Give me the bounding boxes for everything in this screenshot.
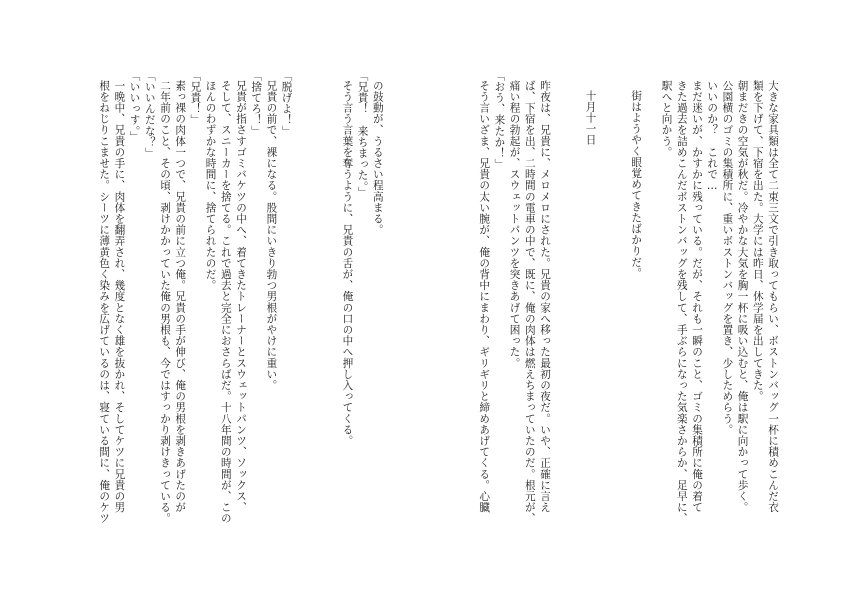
text-column: ば、下宿を出、二時間の電車の中で、既に、俺の肉体は燃えちまっていたのだ。根元が、	[523, 80, 536, 524]
text-column: 十月十一日	[584, 90, 597, 146]
text-column: きた過去を詰めこんだボストンバッグを残して、手ぶらになった気楽さからか、足早に、	[675, 80, 688, 524]
text-column: 「いいんだな？」	[143, 70, 156, 159]
text-column: 一晩中、兄貴の手に、肉体を翻弄され、幾度となく雄を抜かれ、そしてケツに兄貴の男	[113, 80, 126, 513]
text-column: 公園横のゴミの集積所に、重いボストンバッグを置き、少しためらう。	[721, 80, 734, 436]
text-column: そう言いざま、兄貴の太い腕が、俺の背中にまわり、ギリギリと締めあげてくる。心臓	[478, 80, 491, 513]
text-column: 「いいっす。」	[128, 70, 141, 143]
text-column: そう言う言葉を奪うように、兄貴の舌が、俺の口の中へ押し入ってくる。	[341, 80, 354, 447]
text-column: 昨夜は、兄貴に、メロメロにされた。兄貴の家へ移った最初の夜だ。いや、正確に言え	[539, 80, 551, 513]
text-column: 「捨てろ！」	[250, 70, 263, 137]
text-column: 「おう、来たか！」	[493, 70, 506, 170]
text-column: 二年前のこと、その頃、剥けかかっていた俺の男根も、今ではすっかり剥けきっている。	[159, 80, 171, 524]
text-column: ほんのわずかな時間に、捨てられたのだ。	[204, 80, 217, 291]
text-column: 類を下げて、下宿を出た。大学には昨日、休学届を出してきた。	[751, 80, 764, 402]
text-column: 「兄貴！」	[189, 70, 202, 126]
text-column: 「兄貴！ 来ちまった。」	[356, 70, 369, 198]
text-column: 朝まだきの空気が秋だ。冷やかな大気を胸一杯に吸い込むと、俺は駅に向かって歩く。	[736, 80, 749, 513]
text-column: 素っ裸の肉体一つで、兄貴の前に立つ俺。兄貴の手が伸び、俺の男根を剥きあげたのが	[174, 80, 187, 513]
text-column: 痛い程の勃起が、スウェットパンツを突きあげて困った。	[508, 80, 521, 369]
text-column: 街はようやく眼覚めてきたばかりだ。	[630, 90, 643, 279]
text-column: の鼓動が、うるさい程高まる。	[371, 80, 384, 236]
text-column: 兄貴の前で、裸になる。股間にいきり勃つ男根がやけに重い。	[265, 80, 278, 391]
text-column: 駅へと向かう。	[660, 80, 673, 158]
text-column: 根をねじりこませた。シーツに薄黄色く染みを広げているのは、寝ている間に、俺のケツ	[98, 80, 111, 524]
text-column: まだ迷いが、かすかに残っている。だが、それも一瞬のこと、ゴミの集積所に俺の着て	[691, 80, 703, 513]
text-column: 兄貴が指さすゴミバケツの中へ、着てきたトレーナーとスウェットパンツ、ソックス、	[235, 80, 247, 513]
text-column: 大きな家具類は全て二束三文で引き取ってもらい、ボストンバッグ一杯に積めこんだ衣	[767, 80, 779, 513]
text-column: いいのか？ これで…	[706, 80, 719, 193]
text-column: そして、スニーカーを捨てる。これで過去と完全におさらばだ。十八年間の時間が、この	[219, 80, 232, 524]
text-column: 「脱げよ！」	[280, 70, 293, 137]
